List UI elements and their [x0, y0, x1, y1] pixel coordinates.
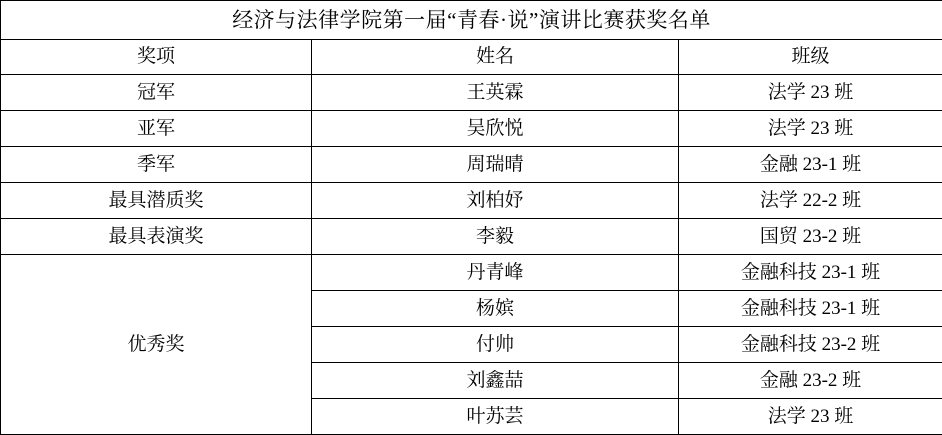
cell-name: 刘鑫喆: [312, 363, 679, 399]
cell-name: 丹青峰: [312, 255, 679, 291]
cell-class: 金融科技 23-1 班: [679, 291, 942, 327]
cell-award: 季军: [1, 147, 312, 183]
cell-class: 金融科技 23-1 班: [679, 255, 942, 291]
table-row: [1, 219, 942, 255]
cell-award: 最具潜质奖: [1, 183, 312, 219]
table-row: [1, 183, 942, 219]
cell-name: 周瑞晴: [312, 147, 679, 183]
cell-name: 付帅: [312, 327, 679, 363]
page-title: 经济与法律学院第一届“青春·说”演讲比赛获奖名单: [1, 1, 942, 40]
cell-name: 吴欣悦: [312, 111, 679, 147]
table-row: [1, 255, 942, 291]
table-row: [1, 75, 942, 111]
cell-name: 李毅: [312, 219, 679, 255]
table-row: [1, 147, 942, 183]
cell-class: 法学 22-2 班: [679, 183, 942, 219]
column-header-class: 班级: [679, 40, 942, 75]
table-row: [1, 111, 942, 147]
cell-class: 金融科技 23-2 班: [679, 327, 942, 363]
cell-name: 叶苏芸: [312, 399, 679, 435]
cell-award: 亚军: [1, 111, 312, 147]
cell-class: 法学 23 班: [679, 399, 942, 435]
cell-name: 刘柏妤: [312, 183, 679, 219]
column-header-award: 奖项: [1, 40, 312, 75]
cell-name: 杨嫔: [312, 291, 679, 327]
cell-class: 法学 23 班: [679, 75, 942, 111]
cell-award-merged: 优秀奖: [1, 255, 312, 435]
cell-class: 国贸 23-2 班: [679, 219, 942, 255]
cell-class: 金融 23-1 班: [679, 147, 942, 183]
table-header-row: [1, 40, 942, 75]
cell-award: 最具表演奖: [1, 219, 312, 255]
cell-class: 金融 23-2 班: [679, 363, 942, 399]
table-title-row: [1, 1, 942, 40]
cell-name: 王英霖: [312, 75, 679, 111]
cell-award: 冠军: [1, 75, 312, 111]
column-header-name: 姓名: [312, 40, 679, 75]
cell-class: 法学 23 班: [679, 111, 942, 147]
